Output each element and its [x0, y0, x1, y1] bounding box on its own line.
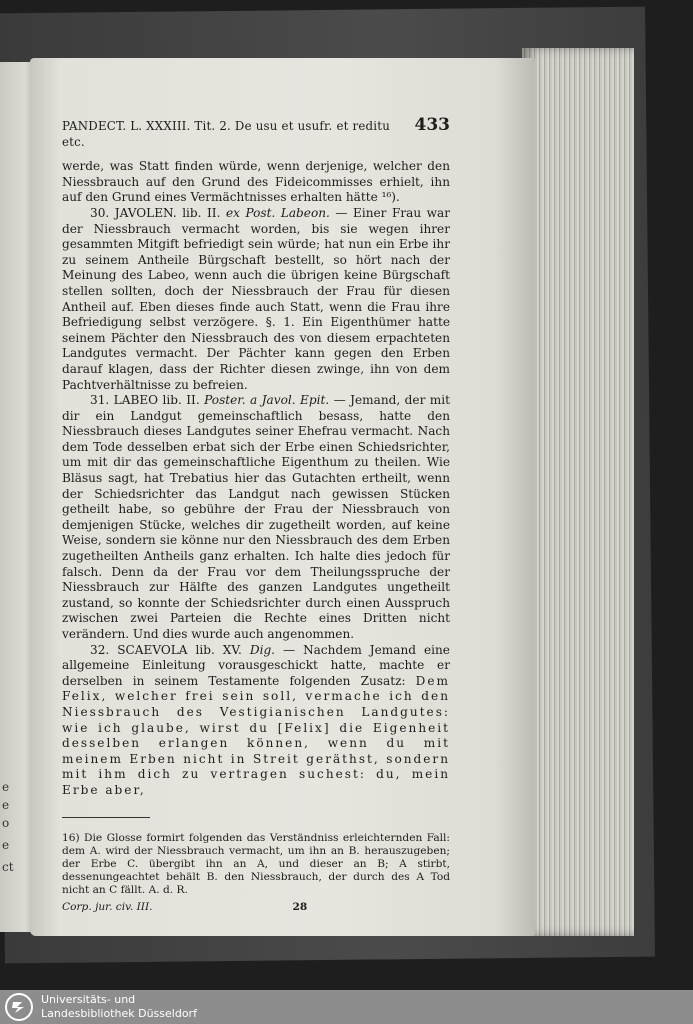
left-margin-letter: e [2, 780, 10, 794]
paragraph-30: 30. JAVOLEN. lib. II. ex Post. Labeon. — Einer Frau war der Niessbrauch vermacht worden, bis sie wegen ihrer gesammten Mitgift befriedigt sein würde; hat nun ein Erbe ihr zu seinem Antheile Bürgschaft bestellt, so hört nach der Meinung des Labeo, wenn auch die übrigen keine Bürgschaft stellen sollten, doch der Niessbrauch der Frau für diesen Antheil auf. Eben dieses finde auch Statt, wenn die Frau ihre Befriedigung selbst verzögere. §. 1. Ein Eigenthümer hatte seinem Pächter den Niessbrauch des von diesem erpachteten Landgutes vermacht. Der Pächter kann gegen den Erben darauf klagen, dass der Richter diesen zwinge, ihn von dem Pachtverhältnisse zu befreien. [62, 205, 450, 392]
paragraph-source: Poster. a Javol. Epit. [204, 393, 330, 408]
running-header [62, 115, 450, 150]
library-footer [0, 990, 693, 1024]
left-margin-letter: e [2, 838, 10, 852]
signature-line [62, 900, 450, 916]
footnote-author: A. d. R. [148, 884, 188, 897]
signature-number: 28 [292, 900, 308, 913]
left-margin-letter: e [2, 798, 10, 812]
library-logo-icon [5, 993, 33, 1021]
page-number: 433 [414, 115, 450, 135]
signature-title: Corp. jur. civ. III. [62, 900, 153, 913]
library-name-line2: Landesbibliothek Düsseldorf [41, 1007, 197, 1020]
footnote-rule [62, 817, 150, 818]
running-head: PANDECT. L. XXXIII. Tit. 2. De usu et usufr. et reditu etc. [62, 119, 390, 149]
paragraph-source: ex Post. Labeon. [225, 205, 330, 220]
paragraph-31: 31. LABEO lib. II. Poster. a Javol. Epit. — Jemand, der mit dir ein Landgut gemeinschaftlich besass, hatte den Niessbrauch dieses Landgutes seiner Ehefrau vermacht. Nach dem Tode desselben erbat sich der Erbe einen Schiedsrichter, um mit dir das gemeinschaftliche Eigenthum zu theilen. Wie Bläsus sagt, hat Trebatius hier das Gutachten ertheilt, wenn der Schiedsrichter das Landgut nach gewissen Stücken getheilt habe, so gebühre der Frau der Niessbrauch von demjenigen Stücke, welches dir zugetheilt worden, auf keine Weise, sondern sie könne nur den Niessbrauch des dem Erben zugetheilten Antheils ganz erhalten. Ich halte dies jedoch für falsch. Denn da der Frau vor dem Theilungsspruche der Niessbrauch zur Hälfte des ganzen Landgutes ungetheilt zustand, so konnte der Schiedsrichter durch einen Ausspruch zwischen zwei Parteien die Rechte eines Dritten nicht verändern. Und dies wurde auch angenommen. [62, 393, 450, 641]
paragraph-lead: 32. SCAEVOLA lib. XV. [90, 642, 242, 657]
paragraph-32: 32. SCAEVOLA lib. XV. Dig. — Nachdem Jemand eine allgemeine Einleitung vorausgeschickt hatte, machte er derselben in seinem Testamente folgenden Zusatz: Dem Felix, welcher frei sein soll, vermache ich den Niessbrauch des Vestigianischen Landgutes: wie ich glaube, wirst du [Felix] die Eigenheit desselben erlangen können, wenn du mit meinem Erben nicht in Streit geräthst, sondern mit ihm dich zu vertragen suchest: du, mein Erbe aber, [62, 642, 450, 797]
paragraph-lead: 31. LABEO lib. II. [90, 393, 200, 408]
page-edges [522, 48, 634, 936]
page-text [62, 115, 450, 915]
left-margin-letter: ct [2, 860, 14, 874]
testament-quote: Dem Felix, welcher frei sein soll, vermache ich den Niessbrauch des Vestigianischen Landgutes: wie ich glaube, wirst du [Felix] die Eigenheit desselben erlangen können, wenn du mit meinem Erben nicht in Streit geräthst, sondern mit ihm dich zu vertragen suchest: du, mein Erbe aber, [62, 673, 450, 797]
library-name-line1: Universitäts- und [41, 993, 136, 1006]
paragraph-continuation: werde, was Statt finden würde, wenn derjenige, welcher den Niessbrauch auf den Grund des Fideicommisses erhielt, ihn auf den Grund eines Vermächtnisses erhalten hätte ¹⁶). [62, 159, 450, 205]
paragraph-lead: 30. JAVOLEN. lib. II. [90, 205, 221, 220]
paragraph-source: Dig. [249, 642, 276, 657]
footnote: 16) Die Glosse formirt folgenden das Verständniss erleichternden Fall: dem A. wird der Niessbrauch vermacht, um ihn an B. herauszugeben; der Erbe C. übergibt ihn an A, und dieser an B; A stirbt, dessenungeachtet behält B. den Niessbrauch, der durch des A Tod nicht an C fällt. A. d. R. [62, 831, 450, 897]
left-margin-letter: o [2, 816, 10, 830]
